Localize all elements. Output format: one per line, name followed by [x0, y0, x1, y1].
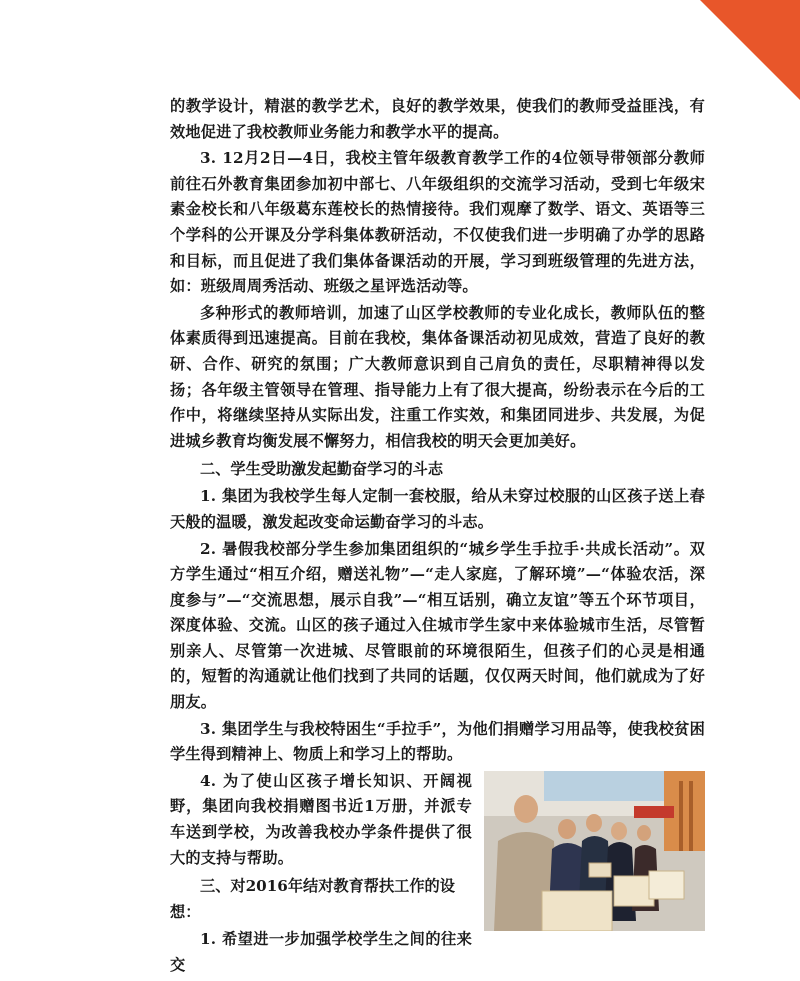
paragraph-5: 2. 暑假我校部分学生参加集团组织的“城乡学生手拉手·共成长活动”。双方学生通过“相互介绍，赠送礼物”—“走人家庭，了解环境”—“体验农活，深度参与”—“交流思想，展示自我”—“相互话别，确立友谊”等五个环节项目，深度体验、交流。山区的孩子通过入住城市学生家中来体验城市生活，尽管暂别亲人、尽管第一次进城、尽管眼前的环境很陌生，但孩子们的心灵是相通的，短暂的沟通就让他们找到了共同的话题，仅仅两天时间，他们就成为了好朋友。: [170, 539, 705, 712]
corner-accent-triangle: [700, 0, 800, 100]
section-heading-3: 三、对2016年结对教育帮扶工作的设想：: [170, 877, 455, 922]
paragraph-8: 1. 希望进一步加强学校学生之间的往来交: [170, 930, 472, 974]
article-body: [170, 94, 705, 979]
photo-illustration: [484, 771, 705, 931]
section-heading-2: 二、学生受助激发起勤奋学习的斗志: [200, 460, 443, 479]
paragraph-2: 3. 12月2日—4日，我校主管年级教育教学工作的4位领导带领部分教师前往石外教育集团参加初中部七、八年级组织的交流学习活动，受到七年级宋素金校长和八年级葛东莲校长的热情接待。我们观摩了数学、语文、英语等三个学科的公开课及分学科集体教研活动，不仅使我们进一步明确了办学的思路和目标，而且促进了我们集体备课活动的开展，学习到班级管理的先进方法，如：班级周周秀活动、班级之星评选活动等。: [170, 149, 705, 296]
book-donation-photo: [484, 771, 705, 931]
paragraph-3: 多种形式的教师培训，加速了山区学校教师的专业化成长，教师队伍的整体素质得到迅速提高。目前在我校，集体备课活动初见成效，营造了良好的教研、合作、研究的氛围；广大教师意识到自己肩负的责任，尽职精神得以发扬；各年级主管领导在管理、指导能力上有了很大提高，纷纷表示在今后的工作中，将继续坚持从实际出发，注重工作实效，和集团同进步、共发展，为促进城乡教育均衡发展不懈努力，相信我校的明天会更加美好。: [170, 303, 705, 450]
paragraph-4: 1. 集团为我校学生每人定制一套校服，给从未穿过校服的山区孩子送上春天般的温暖，激发起改变命运勤奋学习的斗志。: [170, 487, 705, 531]
paragraph-6: 3. 集团学生与我校特困生“手拉手”，为他们捐赠学习用品等，使我校贫困学生得到精神上、物质上和学习上的帮助。: [170, 719, 705, 764]
paragraph-1: 的教学设计，精湛的教学艺术，良好的教学效果，使我们的教师受益匪浅，有效地促进了我校教师业务能力和教学水平的提高。: [170, 97, 705, 141]
paragraph-7: 4. 为了使山区孩子增长知识、开阔视野，集团向我校捐赠图书近1万册，并派专车送到学校，为改善我校办学条件提供了很大的支持与帮助。: [170, 771, 472, 867]
